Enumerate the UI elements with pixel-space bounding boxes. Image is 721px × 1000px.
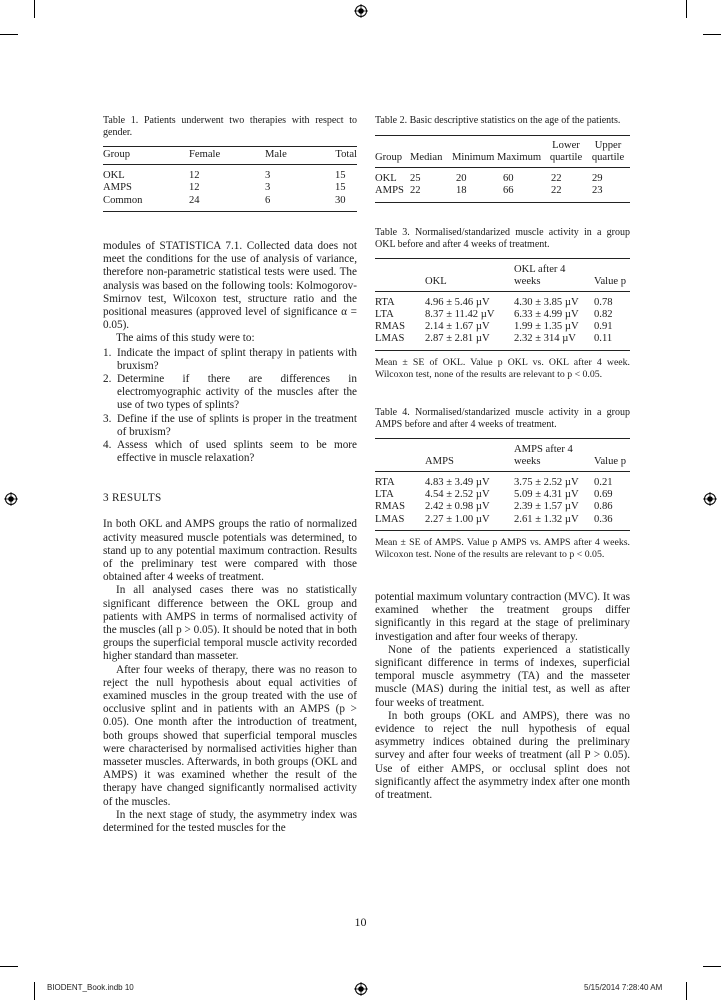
discussion-paragraph: In both groups (OKL and AMPS), there was no evidence to reject the null hypothesis of equal asymmetry indices obtained during the preliminary survey and after four weeks of treatment (all P > 0.05). Use of either AMPS, or occlusal splint does not significantly affect the asymmetry index after one month of treatment. bbox=[375, 709, 630, 802]
table-cell: 0.82 bbox=[594, 308, 613, 320]
list-item bbox=[103, 347, 357, 373]
table-cell: 25 bbox=[410, 173, 421, 184]
table-2-header: Upper quartile bbox=[586, 136, 630, 168]
table-cell: 24 bbox=[189, 194, 200, 206]
table-cell: 15 bbox=[335, 182, 346, 194]
list-item bbox=[103, 373, 357, 413]
table-3-header bbox=[375, 258, 425, 291]
page-number: 10 bbox=[354, 915, 367, 929]
table-3-header: OKL bbox=[425, 258, 514, 291]
table-row bbox=[375, 333, 630, 350]
table-cell: 4.54 ± 2.52 µV bbox=[425, 489, 490, 501]
table-cell: 8.37 ± 11.42 µV bbox=[425, 308, 495, 320]
table-4-header: AMPS after 4 weeks bbox=[514, 438, 594, 471]
table-cell: 6.33 ± 4.99 µV bbox=[514, 308, 579, 320]
table-2-caption: Table 2. Basic descriptive statistics on the age of the patients. bbox=[375, 115, 621, 126]
table-2-header: Minimum bbox=[452, 136, 497, 168]
list-text: Determine if there are differences in electromyographic activity of the muscles after the use of two types of splints? bbox=[117, 372, 357, 412]
table-cell: 2.42 ± 0.98 µV bbox=[425, 501, 490, 513]
slug-filename: BIODENT_Book.indb 10 bbox=[47, 983, 134, 992]
table-4-block bbox=[375, 407, 630, 561]
table-row bbox=[375, 185, 630, 202]
table-1-header: Male bbox=[265, 147, 329, 165]
methods-paragraph: modules of STATISTICA 7.1. Collected data does not meet the conditions for the use of analysis of variance, therefore non-parametric statistical tests were used. The analysis was based on the following tools: Kolmogorov-Smirnov test, Wilcoxon test, structure ratio and the positional measures (approved level of significance α = 0.05). bbox=[103, 239, 357, 332]
table-cell: 15 bbox=[335, 170, 346, 181]
table-cell: RTA bbox=[375, 296, 395, 308]
table-2-block bbox=[375, 115, 630, 203]
table-cell: 22 bbox=[551, 173, 562, 184]
table-2-header: Maximum bbox=[497, 136, 546, 168]
table-cell: 2.14 ± 1.67 µV bbox=[425, 321, 490, 333]
crop-mark bbox=[686, 0, 687, 18]
section-heading-results: 3 RESULTS bbox=[103, 492, 162, 505]
registration-mark-icon bbox=[354, 982, 368, 996]
list-item bbox=[103, 439, 357, 465]
table-cell: 2.39 ± 1.57 µV bbox=[514, 501, 579, 513]
table-cell: 12 bbox=[189, 170, 200, 181]
table-4-grid bbox=[375, 438, 630, 531]
table-cell: 66 bbox=[503, 185, 514, 197]
table-cell: 4.96 ± 5.46 µV bbox=[425, 296, 490, 308]
results-paragraph: In all analysed cases there was no statistically significant difference between the OKL group and patients with AMPS in terms of normalised activity of the muscles (all p > 0.05). It should be noted that in both groups the superficial temporal muscle activity recorded higher standard than masseter. bbox=[103, 584, 357, 663]
table-cell: AMPS bbox=[375, 185, 404, 197]
table-4-header bbox=[375, 438, 425, 471]
table-row bbox=[375, 309, 630, 321]
aims-list bbox=[103, 347, 357, 466]
table-cell: 0.21 bbox=[594, 476, 613, 488]
crop-mark bbox=[34, 0, 35, 18]
table-4-header: Value p bbox=[594, 438, 630, 471]
table-cell: OKL bbox=[103, 170, 125, 181]
table-cell: 0.91 bbox=[594, 321, 613, 333]
aims-intro: The aims of this study were to: bbox=[116, 332, 255, 345]
registration-mark-icon bbox=[354, 4, 368, 18]
results-paragraph: In the next stage of study, the asymmetry index was determined for the tested muscles for the bbox=[103, 808, 357, 835]
table-cell: 6 bbox=[265, 194, 271, 206]
table-4-header: AMPS bbox=[425, 438, 514, 471]
table-cell: 12 bbox=[189, 182, 200, 194]
results-paragraph: In both OKL and AMPS groups the ratio of normalized activity measured muscle potentials was determined, to stand up to any potential maximum contraction. Results of the preliminary test were compared with those obtained after 4 weeks of treatment. bbox=[103, 518, 357, 584]
registration-mark-icon bbox=[703, 492, 717, 506]
table-cell: 2.87 ± 2.81 µV bbox=[425, 333, 490, 345]
list-text: Define if the use of splints is proper in the treatment of bruxism? bbox=[117, 412, 357, 438]
list-number: 2. bbox=[103, 372, 112, 385]
table-3-header: Value p bbox=[594, 258, 630, 291]
table-cell: LTA bbox=[375, 489, 394, 501]
table-cell: 0.86 bbox=[594, 501, 613, 513]
table-cell: 4.30 ± 3.85 µV bbox=[514, 296, 579, 308]
table-cell: 3.75 ± 2.52 µV bbox=[514, 476, 579, 488]
table-3-header: OKL after 4 weeks bbox=[514, 258, 594, 291]
slug-timestamp: 5/15/2014 7:28:40 AM bbox=[584, 983, 663, 992]
table-2-header: Group bbox=[375, 136, 410, 168]
table-2-header: Lower quartile bbox=[546, 136, 586, 168]
table-cell: RMAS bbox=[375, 501, 406, 513]
table-cell: 20 bbox=[456, 173, 467, 184]
table-3-caption: Table 3. Normalised/standarized muscle activity in a group OKL before and after 4 weeks of treatment. bbox=[375, 226, 630, 250]
table-3-block bbox=[375, 227, 630, 381]
table-1-header: Female bbox=[189, 147, 265, 165]
table-cell: 30 bbox=[335, 194, 346, 206]
table-row bbox=[375, 471, 630, 489]
table-2-grid bbox=[375, 135, 630, 203]
table-cell: 60 bbox=[503, 173, 514, 184]
table-1-header: Group bbox=[103, 147, 189, 165]
table-cell: 3 bbox=[265, 170, 271, 181]
table-cell: 0.11 bbox=[594, 333, 613, 345]
table-row bbox=[375, 291, 630, 309]
table-cell: 1.99 ± 1.35 µV bbox=[514, 321, 579, 333]
table-cell: OKL bbox=[375, 173, 397, 184]
table-cell: AMPS bbox=[103, 182, 132, 194]
table-4-note: Mean ± SE of AMPS. Value p AMPS vs. AMPS after 4 weeks. Wilcoxon test. None of the results are relevant to p < 0.05. bbox=[375, 536, 630, 560]
table-1-header: Total bbox=[329, 147, 357, 165]
left-column-flow bbox=[103, 115, 357, 835]
table-cell: 29 bbox=[592, 173, 603, 184]
table-1-block bbox=[103, 115, 357, 212]
table-row bbox=[375, 489, 630, 501]
table-cell: 18 bbox=[456, 185, 467, 197]
table-3-grid bbox=[375, 258, 630, 351]
crop-mark bbox=[703, 966, 721, 967]
table-cell: 3 bbox=[265, 182, 271, 194]
discussion-paragraph: None of the patients experienced a statistically significant difference in terms of indexes, superficial temporal muscle asymmetry (TA) and the masseter muscle (MAS) during the initial test, as well as after four weeks of treatment. bbox=[375, 643, 630, 709]
table-cell: 4.83 ± 3.49 µV bbox=[425, 476, 490, 488]
table-cell: 0.36 bbox=[594, 513, 613, 525]
list-text: Assess which of used splints seem to be more effective in muscle relaxation? bbox=[117, 438, 357, 465]
crop-mark bbox=[0, 966, 18, 967]
table-cell: 2.27 ± 1.00 µV bbox=[425, 513, 490, 525]
table-cell: 2.61 ± 1.32 µV bbox=[514, 513, 579, 525]
registration-mark-icon bbox=[4, 492, 18, 506]
crop-mark bbox=[0, 34, 18, 35]
table-cell: Common bbox=[103, 194, 143, 206]
table-cell: RTA bbox=[375, 476, 395, 488]
table-cell: LTA bbox=[375, 308, 394, 320]
table-row bbox=[375, 321, 630, 333]
table-row bbox=[103, 182, 357, 194]
table-cell: 0.69 bbox=[594, 489, 613, 501]
crop-mark bbox=[686, 982, 687, 1000]
table-row bbox=[103, 165, 357, 183]
table-cell: 22 bbox=[410, 185, 421, 197]
table-4-caption: Table 4. Normalised/standarized muscle activity in a group AMPS before and after 4 weeks of treatment. bbox=[375, 406, 630, 430]
discussion-paragraph: potential maximum voluntary contraction (MVC). It was examined whether the treatment groups differ significantly in this regard at the stage of preliminary investigation and after four weeks of therapy. bbox=[375, 590, 630, 643]
results-paragraph: After four weeks of therapy, there was no reason to reject the null hypothesis about equal activities of examined muscles in the group treated with the use of occlusive splint and in patients with an AMPS (p > 0.05). One month after the introduction of treatment, both groups showed that superficial temporal muscles were characterised by normalised activities higher than masseter muscles. Afterwards, in both groups (OKL and AMPS) it was examined whether the result of the therapy have changed significantly normalised activity of the muscles. bbox=[103, 663, 357, 808]
table-row bbox=[375, 501, 630, 513]
table-row bbox=[103, 195, 357, 212]
list-item bbox=[103, 413, 357, 439]
list-number: 3. bbox=[103, 412, 112, 425]
table-row bbox=[375, 514, 630, 531]
list-text: Indicate the impact of splint therapy in patients with bruxism? bbox=[117, 346, 357, 372]
table-row bbox=[375, 168, 630, 186]
table-2-header: Median bbox=[410, 136, 452, 168]
list-number: 1. bbox=[103, 346, 112, 359]
table-cell: 22 bbox=[551, 185, 562, 197]
table-cell: 5.09 ± 4.31 µV bbox=[514, 489, 579, 501]
table-1-caption: Table 1. Patients underwent two therapies with respect to gender. bbox=[103, 115, 357, 138]
crop-mark bbox=[703, 34, 721, 35]
table-cell: 23 bbox=[592, 185, 603, 197]
table-cell: LMAS bbox=[375, 333, 405, 345]
list-number: 4. bbox=[103, 438, 112, 451]
table-3-note: Mean ± SE of OKL. Value p OKL vs. OKL after 4 week. Wilcoxon test, none of the results are relevant to p < 0.05. bbox=[375, 356, 630, 380]
table-cell: RMAS bbox=[375, 321, 406, 333]
table-cell: 2.32 ± 314 µV bbox=[514, 333, 576, 345]
table-cell: 0.78 bbox=[594, 296, 613, 308]
right-column bbox=[375, 115, 630, 802]
table-cell: LMAS bbox=[375, 513, 405, 525]
crop-mark bbox=[34, 982, 35, 1000]
table-1-grid bbox=[103, 146, 357, 212]
